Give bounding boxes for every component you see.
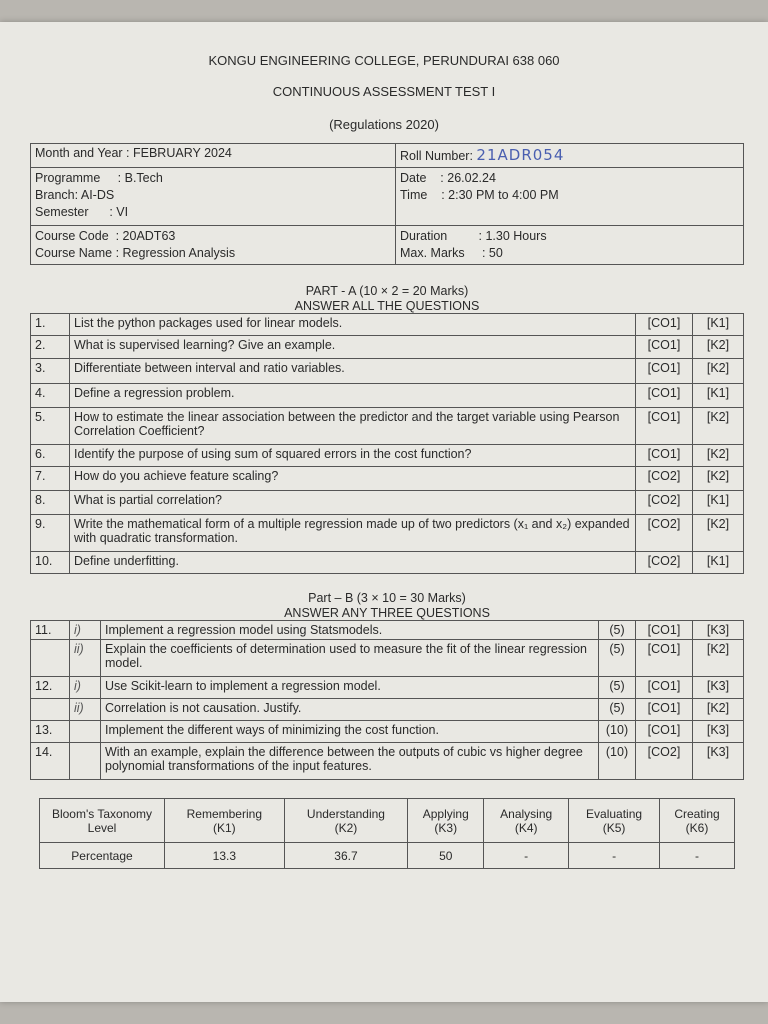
max-marks: Max. Marks : 50: [400, 246, 503, 260]
bloom-percentage-value: 36.7: [284, 843, 408, 869]
question-marks: (5): [599, 640, 636, 677]
question-row: [31, 491, 744, 515]
question-row: [31, 515, 744, 552]
bloom-level-code: (K3): [434, 820, 458, 835]
sub-question-number: [70, 743, 101, 780]
sub-question-number: [70, 721, 101, 743]
course-name: Course Name : Regression Analysis: [35, 246, 236, 260]
part-b-title: Part – B (3 × 10 = 30 Marks): [308, 591, 466, 605]
knowledge-level: [K1]: [693, 314, 744, 336]
question-text: Implement a regression model using Statsmodels.: [101, 621, 599, 640]
question-row: [31, 445, 744, 467]
sub-question-number: i): [70, 677, 101, 699]
question-marks: (5): [599, 677, 636, 699]
bloom-percentage-value: -: [484, 843, 569, 869]
bloom-level-name: Remembering: [186, 806, 262, 821]
bloom-level-header: [569, 799, 660, 843]
bloom-percentage-value: -: [569, 843, 660, 869]
sub-question-number: ii): [70, 640, 101, 677]
question-row: [31, 314, 744, 336]
question-number: 6.: [31, 445, 70, 467]
percentage-label: Percentage: [40, 843, 165, 869]
course-outcome: [CO1]: [636, 677, 693, 699]
college-name: KONGU ENGINEERING COLLEGE, PERUNDURAI 638 060: [208, 53, 560, 68]
bloom-level-code: (K6): [685, 820, 709, 835]
question-text: How do you achieve feature scaling?: [70, 467, 636, 491]
bloom-percentage-value: 13.3: [165, 843, 285, 869]
exam-paper: [0, 22, 768, 1002]
course-outcome: [CO1]: [636, 621, 693, 640]
bloom-level-name: Evaluating: [586, 806, 643, 821]
bloom-level-code: (K4): [514, 820, 538, 835]
knowledge-level: [K1]: [693, 491, 744, 515]
question-row: [31, 621, 744, 640]
question-text: What is supervised learning? Give an example.: [70, 336, 636, 359]
question-number: 10.: [31, 552, 70, 574]
date-time-cell: [396, 168, 744, 226]
bloom-percentage-value: 50: [408, 843, 484, 869]
exam-time: Time : 2:30 PM to 4:00 PM: [400, 188, 559, 202]
part-b-instruction: ANSWER ANY THREE QUESTIONS: [284, 606, 490, 620]
question-row: [31, 699, 744, 721]
question-text: Differentiate between interval and ratio variables.: [70, 359, 636, 384]
course-outcome: [CO1]: [636, 336, 693, 359]
question-row: [31, 743, 744, 780]
knowledge-level: [K2]: [693, 408, 744, 445]
month-year: Month and Year : FEBRUARY 2024: [31, 144, 396, 168]
question-text: Correlation is not causation. Justify.: [101, 699, 599, 721]
knowledge-level: [K2]: [693, 467, 744, 491]
question-row: [31, 640, 744, 677]
question-text: Write the mathematical form of a multiple regression made up of two predictors (x₁ and x₂) expanded with quadratic transformation.: [70, 515, 636, 552]
question-text: What is partial correlation?: [70, 491, 636, 515]
course-outcome: [CO2]: [636, 491, 693, 515]
question-marks: (10): [599, 721, 636, 743]
knowledge-level: [K2]: [693, 515, 744, 552]
question-marks: (10): [599, 743, 636, 780]
question-number: 8.: [31, 491, 70, 515]
knowledge-level: [K1]: [693, 384, 744, 408]
question-text: Use Scikit-learn to implement a regression model.: [101, 677, 599, 699]
course-outcome: [CO1]: [636, 359, 693, 384]
question-row: [31, 408, 744, 445]
knowledge-level: [K3]: [693, 621, 744, 640]
bloom-level-header: [484, 799, 569, 843]
question-row: [31, 384, 744, 408]
exam-date: Date : 26.02.24: [400, 171, 496, 185]
regulations: (Regulations 2020): [329, 117, 439, 132]
question-marks: (5): [599, 699, 636, 721]
bloom-row-label: Bloom's Taxonomy Level: [40, 799, 165, 843]
question-number: 7.: [31, 467, 70, 491]
bloom-percentage-value: -: [660, 843, 735, 869]
course-outcome: [CO2]: [636, 515, 693, 552]
bloom-level-header: [660, 799, 735, 843]
knowledge-level: [K2]: [693, 640, 744, 677]
question-number: 12.: [31, 677, 70, 699]
question-number: 1.: [31, 314, 70, 336]
semester: Semester : VI: [35, 205, 129, 219]
question-row: [31, 467, 744, 491]
branch: Branch: AI-DS: [35, 188, 115, 202]
roll-number-label: Roll Number:: [400, 149, 473, 163]
course-outcome: [CO2]: [636, 467, 693, 491]
question-number: [31, 699, 70, 721]
question-row: [31, 336, 744, 359]
knowledge-level: [K3]: [693, 677, 744, 699]
knowledge-level: [K1]: [693, 552, 744, 574]
knowledge-level: [K2]: [693, 359, 744, 384]
knowledge-level: [K2]: [693, 699, 744, 721]
part-a-table: [30, 313, 744, 574]
bloom-levels-row: [40, 799, 735, 843]
question-number: 14.: [31, 743, 70, 780]
question-text: Identify the purpose of using sum of squared errors in the cost function?: [70, 445, 636, 467]
course-outcome: [CO1]: [636, 640, 693, 677]
bloom-level-code: (K1): [212, 820, 236, 835]
bloom-level-name: Understanding: [306, 806, 385, 821]
test-title: CONTINUOUS ASSESSMENT TEST I: [272, 84, 496, 99]
part-a-title: PART - A (10 × 2 = 20 Marks): [305, 284, 469, 298]
sub-question-number: ii): [70, 699, 101, 721]
exam-info-table: [30, 143, 744, 265]
question-text: How to estimate the linear association between the predictor and the target variable using Pearson Correlation Coefficient?: [70, 408, 636, 445]
bloom-level-header: [408, 799, 484, 843]
course-outcome: [CO1]: [636, 408, 693, 445]
course-code: Course Code : 20ADT63: [35, 229, 176, 243]
part-a-instruction: ANSWER ALL THE QUESTIONS: [294, 299, 480, 313]
question-row: [31, 359, 744, 384]
part-a-header: [30, 284, 744, 314]
course-outcome: [CO1]: [636, 721, 693, 743]
bloom-level-code: (K2): [334, 820, 358, 835]
question-number: 9.: [31, 515, 70, 552]
question-row: [31, 721, 744, 743]
question-number: 4.: [31, 384, 70, 408]
question-number: 2.: [31, 336, 70, 359]
bloom-level-header: [284, 799, 408, 843]
question-row: [31, 552, 744, 574]
course-outcome: [CO1]: [636, 445, 693, 467]
question-marks: (5): [599, 621, 636, 640]
question-row: [31, 677, 744, 699]
duration: Duration : 1.30 Hours: [400, 229, 547, 243]
bloom-percentage-row: [40, 843, 735, 869]
course-outcome: [CO1]: [636, 314, 693, 336]
sub-question-number: i): [70, 621, 101, 640]
bloom-level-name: Applying: [422, 806, 469, 821]
course-cell: [31, 226, 396, 265]
question-text: With an example, explain the difference between the outputs of cubic vs higher degree polynomial transformations of the input features.: [101, 743, 599, 780]
bloom-level-code: (K5): [602, 820, 626, 835]
part-b-table: [30, 620, 744, 780]
question-text: Implement the different ways of minimizing the cost function.: [101, 721, 599, 743]
knowledge-level: [K2]: [693, 445, 744, 467]
course-outcome: [CO1]: [636, 699, 693, 721]
question-number: 13.: [31, 721, 70, 743]
knowledge-level: [K3]: [693, 743, 744, 780]
question-text: Define underfitting.: [70, 552, 636, 574]
roll-number-cell: [396, 144, 744, 168]
programme: Programme : B.Tech: [35, 171, 163, 185]
question-text: Explain the coefficients of determination used to measure the fit of the linear regression model.: [101, 640, 599, 677]
roll-number-value: 21ADR054: [476, 146, 565, 164]
question-number: [31, 640, 70, 677]
bloom-level-header: [165, 799, 285, 843]
knowledge-level: [K2]: [693, 336, 744, 359]
bloom-level-name: Analysing: [500, 806, 553, 821]
bloom-taxonomy-table: [39, 798, 735, 869]
duration-cell: [396, 226, 744, 265]
question-text: List the python packages used for linear models.: [70, 314, 636, 336]
question-number: 3.: [31, 359, 70, 384]
question-text: Define a regression problem.: [70, 384, 636, 408]
question-number: 5.: [31, 408, 70, 445]
programme-cell: [31, 168, 396, 226]
question-number: 11.: [31, 621, 70, 640]
course-outcome: [CO2]: [636, 743, 693, 780]
course-outcome: [CO1]: [636, 384, 693, 408]
knowledge-level: [K3]: [693, 721, 744, 743]
course-outcome: [CO2]: [636, 552, 693, 574]
part-b-header: [30, 591, 744, 621]
bloom-level-name: Creating: [674, 806, 720, 821]
